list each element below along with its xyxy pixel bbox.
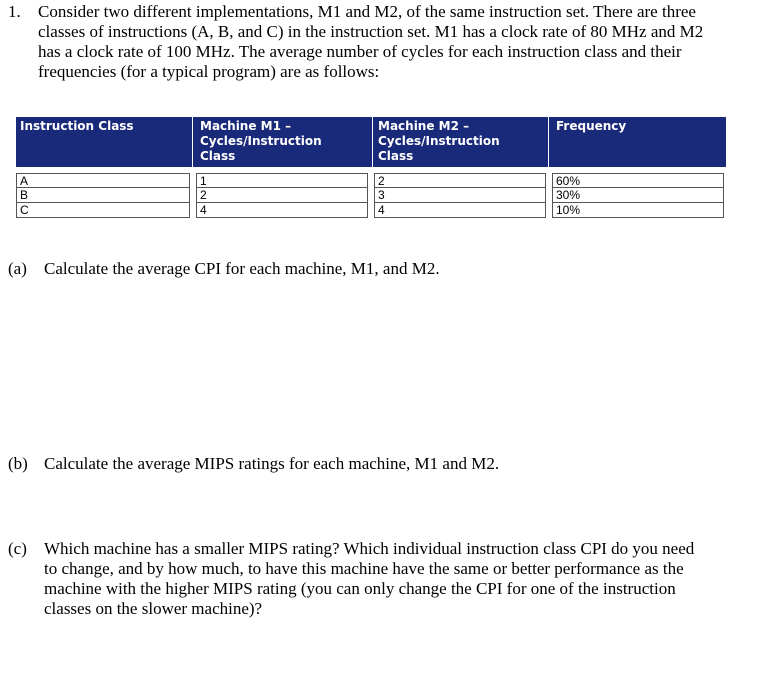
header-divider xyxy=(548,117,549,167)
header-frequency xyxy=(552,117,722,167)
header-machine-m1 xyxy=(196,117,371,167)
question-a xyxy=(8,259,748,279)
header-divider xyxy=(372,117,373,167)
header-text: Machine M2 – xyxy=(378,119,470,133)
cell-m2: 3 xyxy=(374,188,546,203)
question-label: (c) xyxy=(8,539,27,558)
header-text: Class xyxy=(378,149,414,163)
question-line: Which machine has a smaller MIPS rating? Which individual instruction class CPI do you need xyxy=(44,539,695,558)
problem-line: Consider two different implementations, M1 and M2, of the same instruction set. There are three xyxy=(38,2,696,21)
question-text xyxy=(44,454,748,474)
problem-text xyxy=(38,0,758,82)
cell-frequency: 10% xyxy=(552,203,724,218)
question-b xyxy=(8,454,748,474)
cell-m1: 4 xyxy=(196,203,368,218)
header-divider xyxy=(192,117,193,167)
question-label: (b) xyxy=(8,454,28,473)
header-text: Machine M1 – xyxy=(200,119,292,133)
cell-m2: 4 xyxy=(374,203,546,218)
table-row xyxy=(16,173,726,188)
problem-line: has a clock rate of 100 MHz. The average number of cycles for each instruction class and their xyxy=(38,42,682,61)
question-text xyxy=(44,259,748,279)
problem-number: 1. xyxy=(8,2,21,21)
cell-m1: 1 xyxy=(196,173,368,188)
cell-m1: 2 xyxy=(196,188,368,203)
header-text: Class xyxy=(200,149,236,163)
table-row xyxy=(16,188,726,203)
cell-class: A xyxy=(16,173,190,188)
cell-m2: 2 xyxy=(374,173,546,188)
header-text: Cycles/Instruction xyxy=(200,134,322,148)
question-line: to change, and by how much, to have this machine have the same or better performance as the xyxy=(44,559,684,578)
problem-statement xyxy=(8,0,758,82)
question-line: classes on the slower machine)? xyxy=(44,599,263,618)
cell-class: C xyxy=(16,203,190,218)
question-text xyxy=(44,539,758,619)
question-line: Calculate the average CPI for each machine, M1, and M2. xyxy=(44,259,440,278)
header-text: Frequency xyxy=(556,119,627,133)
cell-class: B xyxy=(16,188,190,203)
problem-line: classes of instructions (A, B, and C) in the instruction set. M1 has a clock rate of 80 MHz and M2 xyxy=(38,22,704,41)
header-text: Instruction Class xyxy=(20,119,134,133)
question-c xyxy=(8,539,758,619)
question-line: Calculate the average MIPS ratings for each machine, M1 and M2. xyxy=(44,454,500,473)
table-header xyxy=(16,117,726,167)
cell-frequency: 30% xyxy=(552,188,724,203)
question-line: machine with the higher MIPS rating (you can only change the CPI for one of the instruction xyxy=(44,579,676,598)
table-body xyxy=(16,173,726,218)
header-instruction-class xyxy=(16,117,188,167)
header-text: Cycles/Instruction xyxy=(378,134,500,148)
header-machine-m2 xyxy=(374,117,544,167)
question-label: (a) xyxy=(8,259,27,278)
cell-frequency: 60% xyxy=(552,173,724,188)
problem-line: frequencies (for a typical program) are as follows: xyxy=(38,62,380,81)
table-row xyxy=(16,203,726,218)
